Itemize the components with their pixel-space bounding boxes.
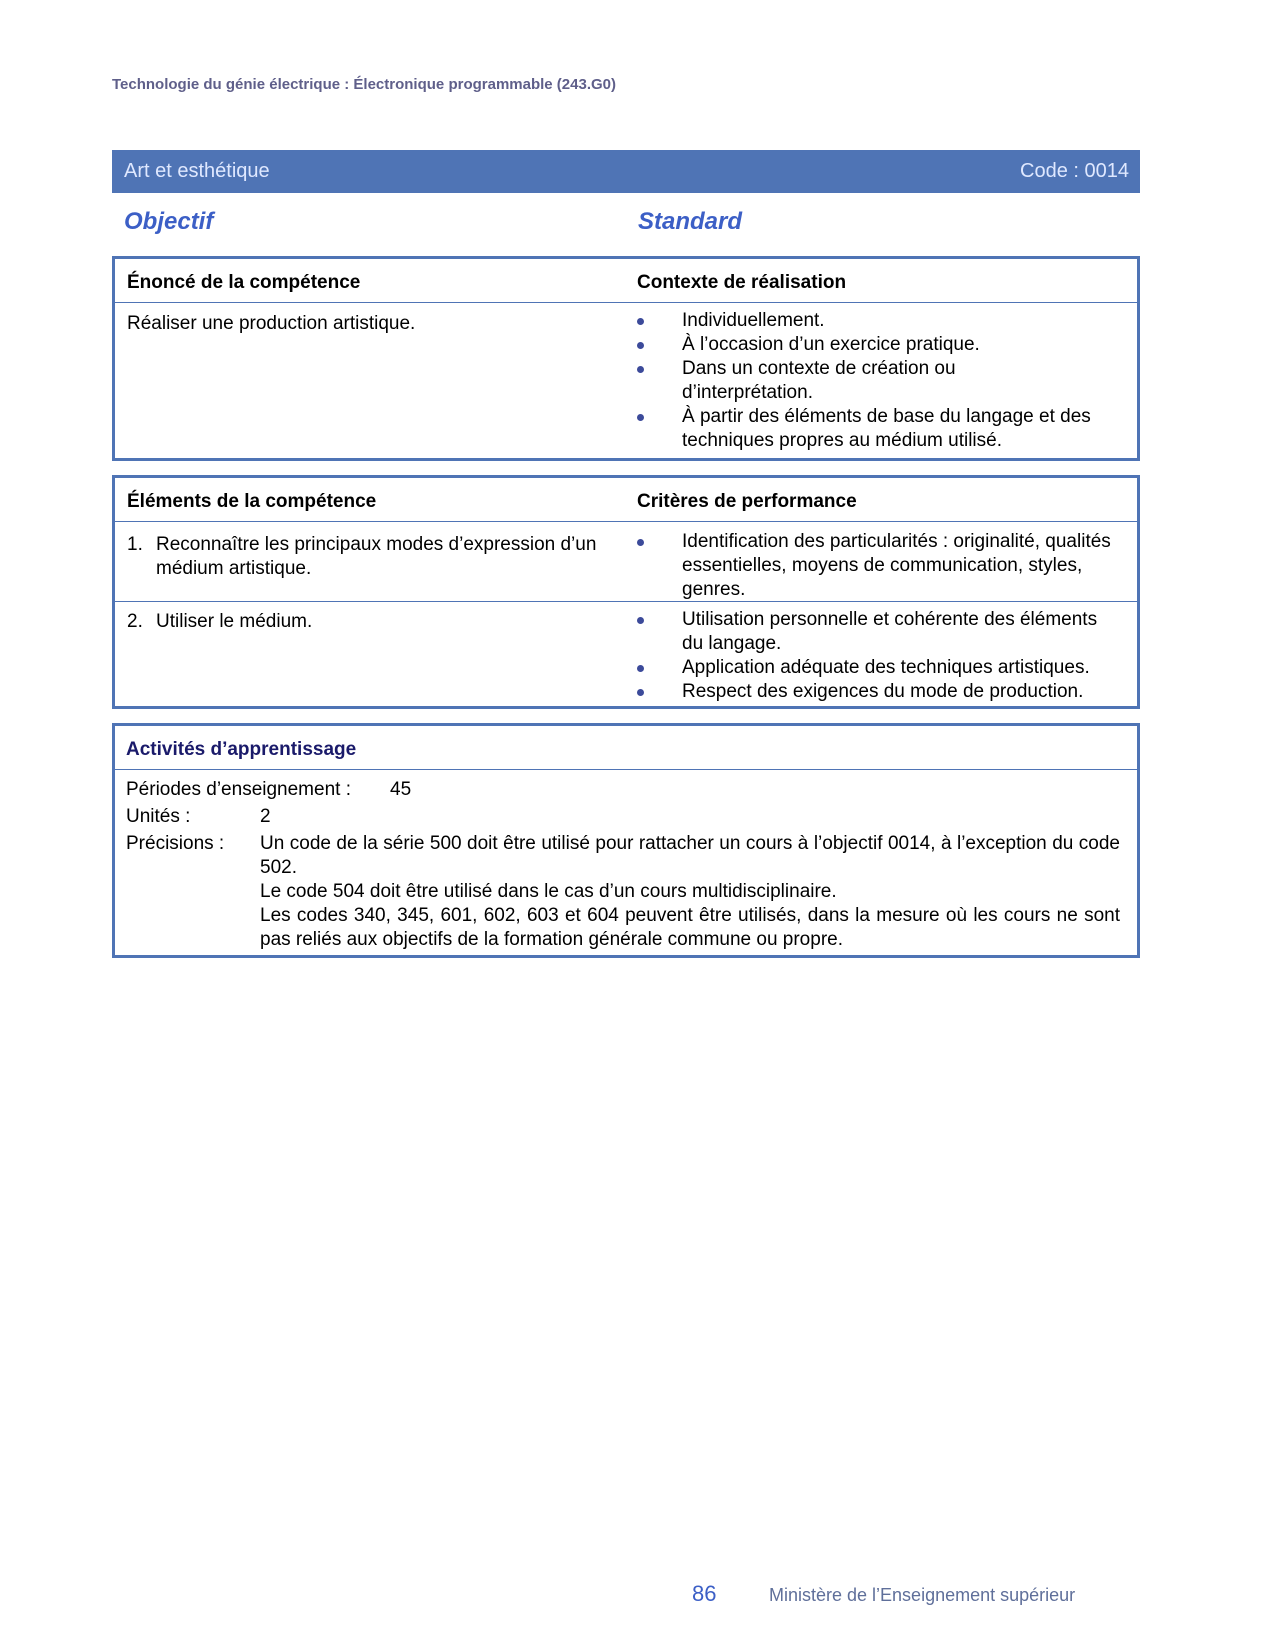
precisions bbox=[126, 832, 1137, 952]
element-1 bbox=[127, 533, 607, 581]
element-number: 2. bbox=[127, 611, 143, 632]
bullet-icon bbox=[637, 318, 644, 325]
elements-table bbox=[112, 475, 1140, 709]
context-list bbox=[637, 309, 1137, 453]
learning-activities-body bbox=[115, 770, 1137, 952]
element-number: 1. bbox=[127, 534, 143, 555]
teaching-periods bbox=[126, 778, 1137, 805]
objective-heading: Objectif bbox=[124, 208, 214, 235]
precisions-label: Précisions : bbox=[126, 833, 225, 854]
page-number: 86 bbox=[692, 1581, 717, 1606]
criteria-list bbox=[637, 608, 1137, 704]
list-item: À partir des éléments de base du langage et des techniques propres au médium utilisé. bbox=[637, 405, 1137, 453]
realisation-context-header: Contexte de réalisation bbox=[637, 272, 847, 293]
objective-standard-headings bbox=[124, 208, 1124, 238]
bullet-icon bbox=[637, 539, 644, 546]
units-label: Unités : bbox=[126, 806, 191, 827]
element-2 bbox=[127, 610, 607, 634]
table-row bbox=[115, 602, 1137, 706]
units-value: 2 bbox=[260, 806, 271, 827]
list-item: Dans un contexte de création ou d’interprétation. bbox=[637, 357, 1027, 405]
list-item: Utilisation personnelle et cohérente des éléments du langage. bbox=[637, 608, 1107, 656]
bullet-icon bbox=[637, 617, 644, 624]
list-item: Identification des particularités : originalité, qualités essentielles, moyens de communication, styles, genres. bbox=[637, 530, 1137, 602]
precision-paragraph: Le code 504 doit être utilisé dans le cas d’un cours multidisciplinaire. bbox=[260, 881, 837, 902]
competence-table bbox=[112, 256, 1140, 461]
elements-header-row bbox=[115, 478, 1137, 522]
competence-body-row bbox=[115, 303, 1137, 458]
bullet-icon bbox=[637, 414, 644, 421]
list-item: Respect des exigences du mode de production. bbox=[637, 680, 1137, 704]
performance-criteria-header: Critères de performance bbox=[637, 491, 857, 512]
competence-header-row bbox=[115, 259, 1137, 303]
ministry-name: Ministère de l’Enseignement supérieur bbox=[769, 1585, 1076, 1605]
element-text: Utiliser le médium. bbox=[156, 611, 313, 632]
bullet-icon bbox=[637, 665, 644, 672]
running-header: Technologie du génie électrique : Électronique programmable (243.G0) bbox=[112, 76, 616, 93]
precisions-text bbox=[260, 832, 1120, 952]
learning-activities-box bbox=[112, 723, 1140, 958]
bullet-icon bbox=[637, 366, 644, 373]
list-item: À l’occasion d’un exercice pratique. bbox=[637, 333, 1137, 357]
table-row bbox=[115, 522, 1137, 602]
list-item: Application adéquate des techniques artistiques. bbox=[637, 656, 1137, 680]
standard-heading: Standard bbox=[638, 208, 743, 235]
units bbox=[126, 805, 1137, 832]
competence-statement: Réaliser une production artistique. bbox=[127, 313, 416, 334]
periods-label: Périodes d’enseignement : bbox=[126, 779, 351, 800]
section-title: Art et esthétique bbox=[124, 160, 270, 182]
periods-value: 45 bbox=[390, 779, 412, 800]
competence-statement-header: Énoncé de la compétence bbox=[127, 272, 361, 293]
elements-header: Éléments de la compétence bbox=[127, 491, 377, 512]
bullet-icon bbox=[637, 689, 644, 696]
element-text: Reconnaître les principaux modes d’expression d’un médium artistique. bbox=[156, 534, 597, 579]
precision-paragraph: Un code de la série 500 doit être utilisé pour rattacher un cours à l’objectif 0014, à l’exception du code 502. bbox=[260, 833, 1120, 878]
learning-activities-title: Activités d’apprentissage bbox=[115, 726, 1137, 770]
section-title-bar bbox=[112, 150, 1140, 193]
criteria-list bbox=[637, 530, 1137, 602]
bullet-icon bbox=[637, 342, 644, 349]
list-item: Individuellement. bbox=[637, 309, 1137, 333]
section-code: Code : 0014 bbox=[1020, 160, 1129, 182]
precision-paragraph: Les codes 340, 345, 601, 602, 603 et 604 peuvent être utilisés, dans la mesure où les cours ne sont pas reliés aux objectifs de la formation générale commune ou propre. bbox=[260, 905, 1120, 950]
